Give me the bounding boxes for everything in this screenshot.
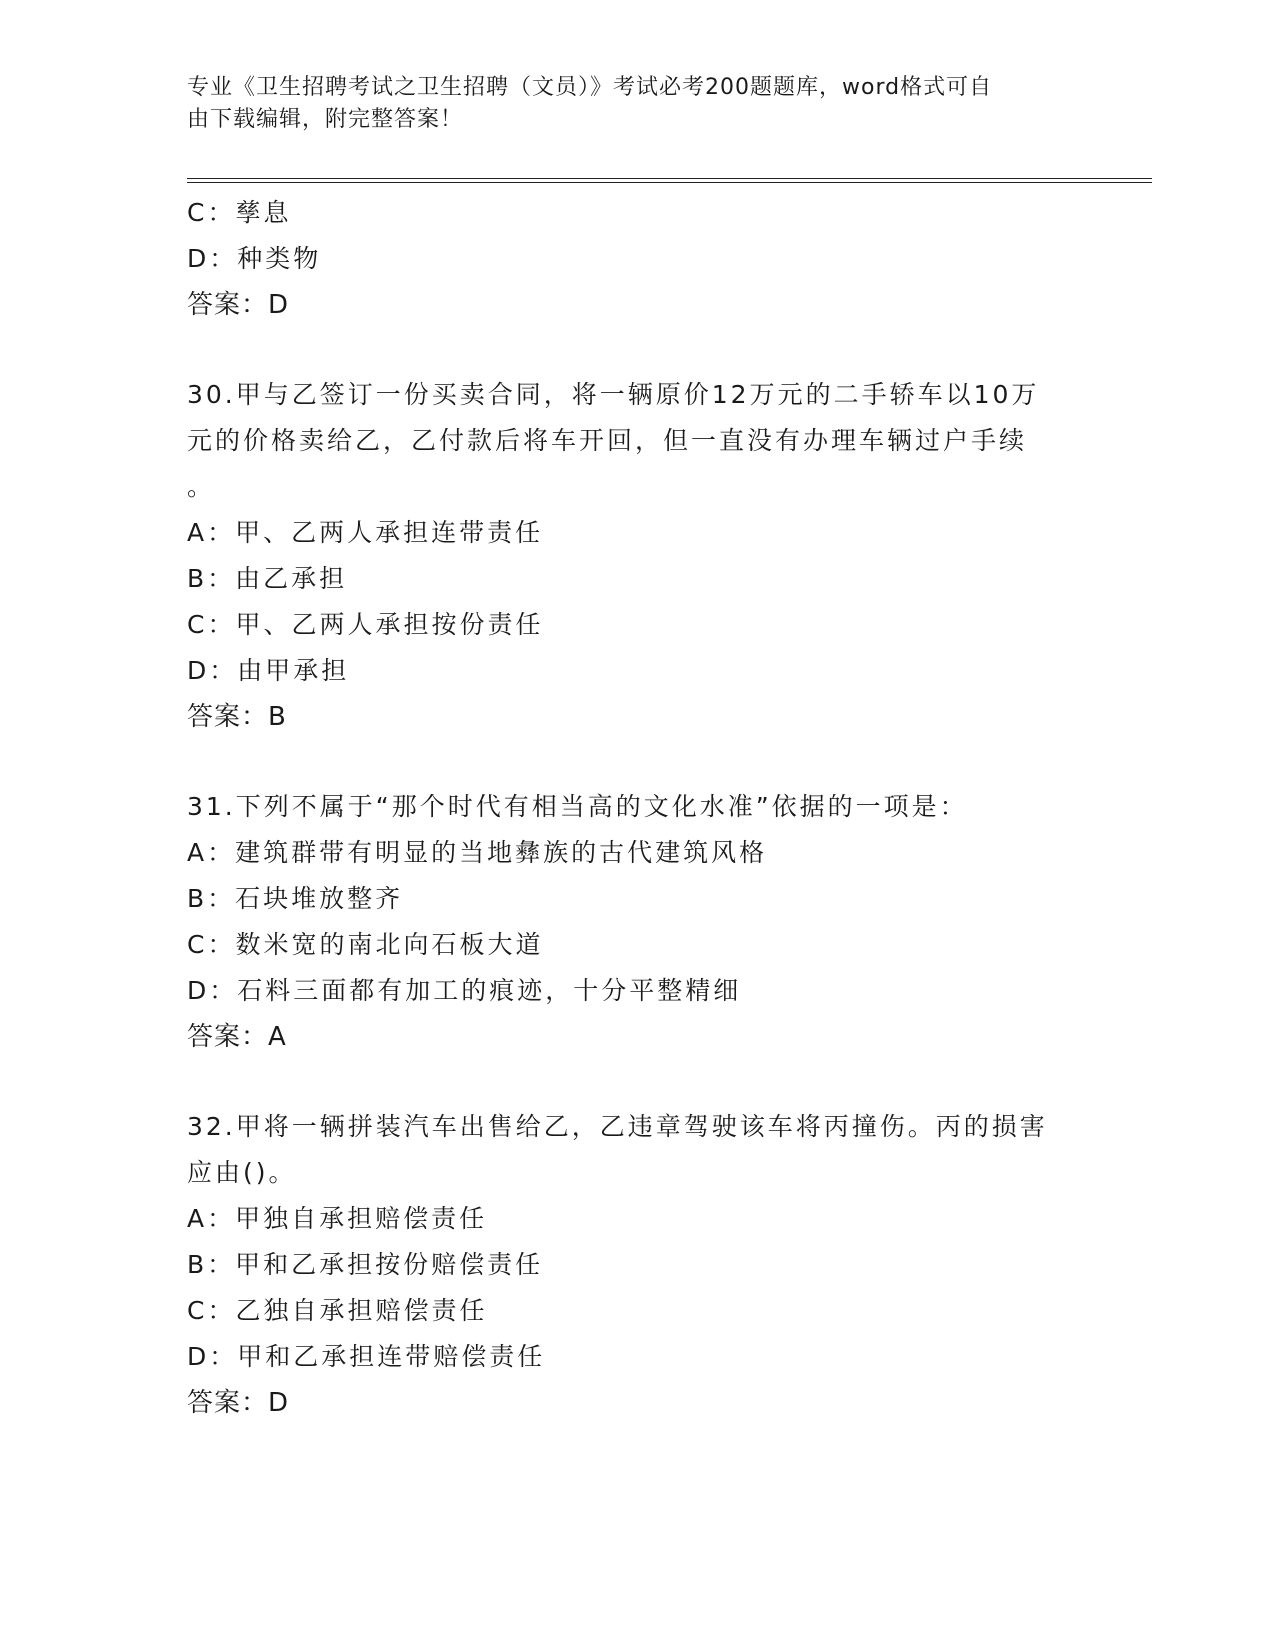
question-stem: 30.甲与乙签订一份买卖合同，将一辆原价12万元的二手轿车以10万 — [187, 380, 1040, 409]
question-block-31 — [187, 784, 1087, 1060]
answer-line: 答案：D — [187, 290, 290, 320]
spacer — [187, 740, 1087, 784]
option-b: B：石块堆放整齐 — [187, 884, 404, 913]
option-b: B：由乙承担 — [187, 564, 348, 593]
question-stem: 元的价格卖给乙，乙付款后将车开回，但一直没有办理车辆过户手续 — [187, 426, 1028, 455]
option-d: D：甲和乙承担连带赔偿责任 — [187, 1342, 546, 1371]
spacer — [187, 328, 1087, 372]
document-header — [187, 72, 1087, 136]
question-stem: 应由()。 — [187, 1158, 297, 1187]
header-title-line-2: 由下载编辑，附完整答案！ — [187, 107, 464, 132]
header-title-line-1: 专业《卫生招聘考试之卫生招聘（文员）》考试必考200题题库，word格式可自 — [187, 75, 993, 100]
option-a: A：建筑群带有明显的当地彝族的古代建筑风格 — [187, 838, 768, 867]
question-stem: 31.下列不属于“那个时代有相当高的文化水准”依据的一项是： — [187, 792, 968, 821]
question-stem: 。 — [187, 472, 216, 501]
header-divider — [187, 178, 1152, 183]
spacer — [187, 1060, 1087, 1104]
option-c: C：孳息 — [187, 198, 292, 227]
prev-question-block — [187, 190, 1087, 328]
option-c: C：甲、乙两人承担按份责任 — [187, 610, 544, 639]
option-a: A：甲独自承担赔偿责任 — [187, 1204, 488, 1233]
question-content — [187, 190, 1087, 1426]
question-stem: 32.甲将一辆拼装汽车出售给乙，乙违章驾驶该车将丙撞伤。丙的损害 — [187, 1112, 1048, 1141]
question-block-32 — [187, 1104, 1087, 1426]
answer-line: 答案：B — [187, 702, 287, 732]
question-block-30 — [187, 372, 1087, 740]
option-c: C：数米宽的南北向石板大道 — [187, 930, 544, 959]
option-d: D：种类物 — [187, 244, 322, 273]
answer-line: 答案：A — [187, 1022, 287, 1052]
option-b: B：甲和乙承担按份赔偿责任 — [187, 1250, 544, 1279]
option-d: D：由甲承担 — [187, 656, 350, 685]
option-a: A：甲、乙两人承担连带责任 — [187, 518, 544, 547]
answer-line: 答案：D — [187, 1388, 290, 1418]
option-d: D：石料三面都有加工的痕迹，十分平整精细 — [187, 976, 742, 1005]
option-c: C：乙独自承担赔偿责任 — [187, 1296, 488, 1325]
